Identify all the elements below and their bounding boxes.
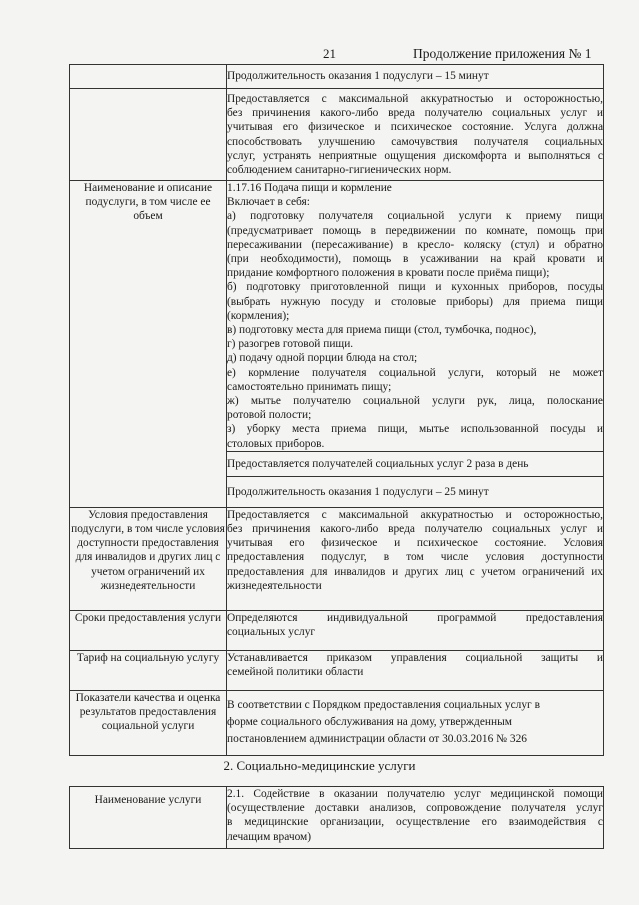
tariff-label-cell <box>70 650 227 690</box>
service-description-table <box>69 64 604 756</box>
quality-label: Показатели качества и оценка результатов предоставления социальной услуги <box>75 691 221 733</box>
table-row <box>70 507 604 610</box>
table-row <box>70 65 604 89</box>
service-name-label: Наименование услуги <box>94 794 202 806</box>
appendix-continuation-label: Продолжение приложения № 1 <box>413 46 592 61</box>
feeding-line: (предусматривает помощь в передвижении по комнате, помощь при <box>227 224 603 237</box>
empty-cell <box>70 89 227 181</box>
conditions-line: предоставления подуслуг, в том числе условия доступности <box>227 551 603 564</box>
care-line: Предоставляется с максимальной аккуратностью и осторожностью, <box>227 92 603 105</box>
table-row <box>70 181 604 452</box>
service-line: (осуществление доставки анализов, сопровождение получателя услуг <box>227 802 603 815</box>
feeding-line: е) кормление получателя социальной услуги, который не может <box>227 366 603 379</box>
feeding-line: придание комфортного положения в кровати после приёма пищи); <box>227 267 550 280</box>
care-line: услуг, устранять неприятные ощущения дискомфорта и выполняться с <box>227 149 603 162</box>
feeding-line: Включает в себя: <box>227 196 310 209</box>
feeding-line: г) разогрев готовой пищи. <box>227 338 354 351</box>
quality-line: В соответствии с Порядком предоставления социальных услуг в <box>227 699 540 712</box>
table-row <box>70 650 604 690</box>
tariff-cell <box>227 650 604 690</box>
tariff-label: Тариф на социальную услугу <box>76 651 220 664</box>
quality-cell <box>227 690 604 755</box>
conditions-line: предоставления для инвалидов и других лиц с учетом ограничений их <box>227 565 603 578</box>
frequency-cell <box>227 451 604 476</box>
terms-line: социальных услуг <box>227 626 316 639</box>
service-line: лечащим врачом) <box>227 830 312 843</box>
tariff-line: семейной политики области <box>227 666 364 679</box>
care-line: способствовать улучшению самочувствия получателя социальных <box>227 135 603 148</box>
frequency-text: Предоставляется получателей социальных услуг 2 раза в день <box>227 457 529 470</box>
care-requirements-cell <box>227 89 604 181</box>
feeding-line: д) подачу одной порции блюда на стол; <box>227 352 418 365</box>
care-line: учитывая его физическое и психическое состояние. Услуга должна <box>227 121 603 134</box>
table-row <box>70 89 604 181</box>
feeding-line: (при необходимости), помощь в усаживании на край кровати и <box>227 253 603 266</box>
table-row <box>70 787 604 849</box>
conditions-label: Условия предоставления подуслуги, в том числе условия доступности предоставления для инвалидов и других лиц с учетом ограничений их жизнедеятельности <box>71 508 225 592</box>
medical-services-table <box>69 786 604 849</box>
service-line: в медицинские организации, осуществление его взаимодействия с <box>227 816 603 829</box>
conditions-label-cell <box>70 507 227 610</box>
care-line: соблюдением санитарно-гигиенических норм. <box>227 163 452 176</box>
feeding-line: (кормления); <box>227 309 290 322</box>
tariff-line: Устанавливается приказом управления социальной защиты и <box>227 651 603 664</box>
table-row <box>70 690 604 755</box>
page-header <box>0 46 639 64</box>
duration-25-cell <box>227 476 604 507</box>
service-description-cell <box>227 787 604 849</box>
feeding-line: 1.17.16 Подача пищи и кормление <box>227 182 392 194</box>
feeding-line: столовых приборов. <box>227 437 325 450</box>
page-number: 21 <box>323 46 336 61</box>
service-line: 2.1. Содействие в оказании получателю услуг медицинской помощи <box>227 788 603 800</box>
feeding-line: самостоятельно принимать пищу; <box>227 380 392 393</box>
terms-cell <box>227 610 604 650</box>
feeding-line: пересаживании (пересаживание) в кресло- коляску (стул) и обратно <box>227 238 603 251</box>
terms-line: Определяются индивидуальной программой предоставления <box>227 611 603 624</box>
feeding-line: а) подготовку получателя социальной услуги к приему пищи <box>227 210 603 223</box>
quality-line: постановлением администрации области от 30.03.2016 № 326 <box>227 733 527 746</box>
terms-label-cell <box>70 610 227 650</box>
subservice-name-label: Наименование и описание подуслуги, в том числе ее объем <box>83 182 213 223</box>
subservice-name-label-cell <box>70 181 227 508</box>
duration-15-cell <box>227 65 604 89</box>
feeding-line: з) уборку места приема пищи, мытье использованной посуды и <box>227 423 603 436</box>
conditions-line: жизнедеятельности <box>227 579 322 592</box>
conditions-line: учитывая его физическое и психическое состояние. Условия <box>227 537 603 550</box>
terms-label: Сроки предоставления услуги <box>74 611 222 624</box>
feeding-description-cell <box>227 181 604 452</box>
quality-line: форме социального обслуживания на дому, утвержденным <box>227 716 512 729</box>
section-title: 2. Социально-медицинские услуги <box>223 758 416 773</box>
feeding-line: в) подготовку места для приема пищи (стол, тумбочка, поднос), <box>227 324 537 337</box>
feeding-line: (выбрать нужную посуду и столовые приборы) для приема пищи <box>227 295 603 308</box>
conditions-line: Предоставляется с максимальной аккуратностью и осторожностью, <box>227 508 603 521</box>
table-row <box>70 610 604 650</box>
quality-label-cell <box>70 690 227 755</box>
feeding-line: ж) мытье получателю социальной услуги рук, лица, полоскание <box>227 395 603 408</box>
care-line: без причинения какого-либо вреда получателю социальных услуг и <box>227 107 603 120</box>
duration-25-text: Продолжительность оказания 1 подуслуги – 25 минут <box>227 485 489 498</box>
feeding-line: ротовой полости; <box>227 409 312 422</box>
duration-15-text: Продолжительность оказания 1 подуслуги – 15 минут <box>227 70 489 83</box>
conditions-cell <box>227 507 604 610</box>
service-name-label-cell <box>70 787 227 849</box>
conditions-line: без причинения какого-либо вреда получателю социальных услуг и <box>227 523 603 536</box>
empty-cell <box>70 65 227 89</box>
feeding-line: б) подготовку приготовленной пищи и кухонных приборов, посуды <box>227 281 603 294</box>
